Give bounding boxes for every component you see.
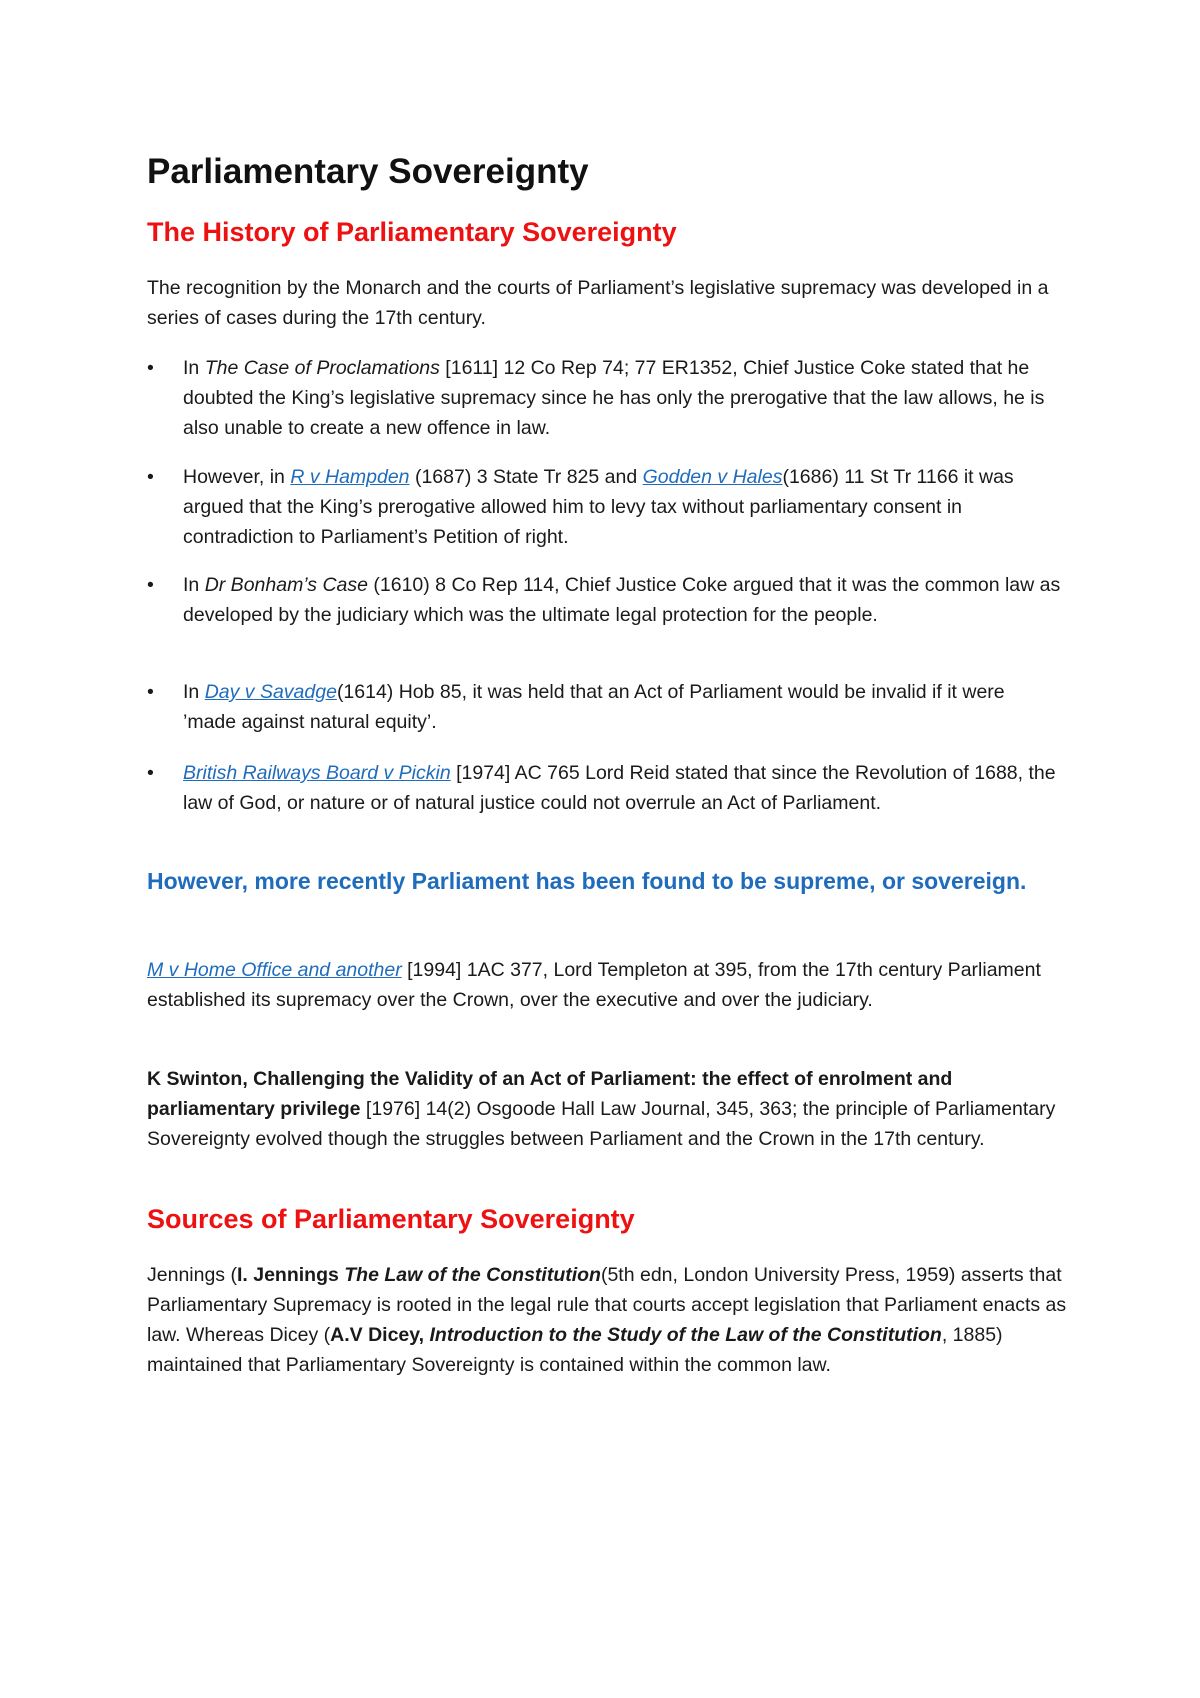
book-title: Introduction to the Study of the Law of the Constitution	[429, 1324, 942, 1346]
text-run: (1687) 3 State Tr 825 and	[409, 466, 643, 488]
case-link-godden[interactable]: Godden v Hales	[642, 466, 783, 488]
text-run: [1976] 14(2) Osgoode Hall Law Journal, 345, 363; the principle of Parliamentary Sovereignty evolved though the struggles between Parliament and the Crown in the 17th century.	[147, 1098, 1056, 1150]
author-name: A.V Dicey,	[330, 1324, 430, 1346]
bullet-text	[183, 677, 1063, 737]
text-run: In	[183, 681, 205, 703]
recent-paragraph-home-office	[147, 955, 1067, 1015]
history-intro: The recognition by the Monarch and the courts of Parliament’s legislative supremacy was developed in a series of cases during the 17th century.	[147, 277, 1049, 329]
text-run: [1974] AC 765 Lord Reid stated that since the Revolution of 1688, the law of God, or nature or of natural justice could not overrule an Act of Parliament.	[183, 762, 1056, 814]
text-run: , 1885) maintained that Parliamentary Sovereignty is contained within the common law.	[147, 1324, 1003, 1376]
history-heading: The History of Parliamentary Sovereignty	[147, 217, 677, 247]
author-name: I. Jennings	[236, 1264, 345, 1286]
bullet-text	[183, 570, 1063, 630]
text-run: In	[183, 574, 205, 596]
bullet-icon: •	[147, 466, 154, 488]
case-name: The Case of Proclamations	[204, 357, 440, 379]
case-link-pickin[interactable]: British Railways Board v Pickin	[183, 762, 451, 784]
bullet-text	[183, 462, 1063, 552]
text-run: In	[183, 357, 205, 379]
book-title: The Law of the Constitution	[344, 1264, 601, 1286]
sources-paragraph	[147, 1260, 1067, 1380]
bullet-icon: •	[147, 574, 154, 596]
text-run: [1611] 12 Co Rep 74; 77 ER1352, Chief Justice Coke stated that he doubted the King’s legislative supremacy since he has only the prerogative that the law allows, he is also unable to create a new offence in law.	[183, 357, 1045, 439]
text-run: (1686) 11 St Tr 1166 it was argued that the King’s prerogative allowed him to levy tax without parliamentary consent in contradiction to Parliament’s Petition of right.	[183, 466, 1014, 548]
text-run: (1614) Hob 85, it was held that an Act of Parliament would be invalid if it were ’made against natural equity’.	[183, 681, 1005, 733]
case-link-hampden[interactable]: R v Hampden	[290, 466, 410, 488]
sources-heading: Sources of Parliamentary Sovereignty	[147, 1204, 635, 1234]
text-run: (1610) 8 Co Rep 114, Chief Justice Coke argued that it was the common law as developed by the judiciary which was the ultimate legal protection for the people.	[183, 574, 1061, 626]
bullet-text	[183, 353, 1063, 443]
case-link-savadge[interactable]: Day v Savadge	[204, 681, 337, 703]
text-run: [1994] 1AC 377, Lord Templeton at 395, from the 17th century Parliament established its supremacy over the Crown, over the executive and over the judiciary.	[147, 959, 1041, 1011]
recent-heading: However, more recently Parliament has been found to be supreme, or sovereign.	[147, 868, 1027, 894]
page-title: Parliamentary Sovereignty	[147, 152, 589, 191]
text-run: (5th edn, London University Press, 1959) asserts that Parliamentary Supremacy is rooted in the legal rule that courts accept legislation that Parliament enacts as law. Whereas Dicey (	[147, 1264, 1067, 1346]
case-name: Dr Bonham’s Case	[204, 574, 368, 596]
text-run: However, in	[183, 466, 291, 488]
bullet-text	[183, 758, 1063, 818]
bullet-icon: •	[147, 762, 154, 784]
recent-paragraph-swinton	[147, 1064, 1067, 1154]
case-link-home-office[interactable]: M v Home Office and another	[147, 959, 402, 981]
bullet-icon: •	[147, 357, 154, 379]
citation-title: K Swinton, Challenging the Validity of an Act of Parliament: the effect of enrolment and parliamentary privilege	[147, 1068, 953, 1120]
bullet-icon: •	[147, 681, 154, 703]
text-run: Jennings (	[147, 1264, 237, 1286]
